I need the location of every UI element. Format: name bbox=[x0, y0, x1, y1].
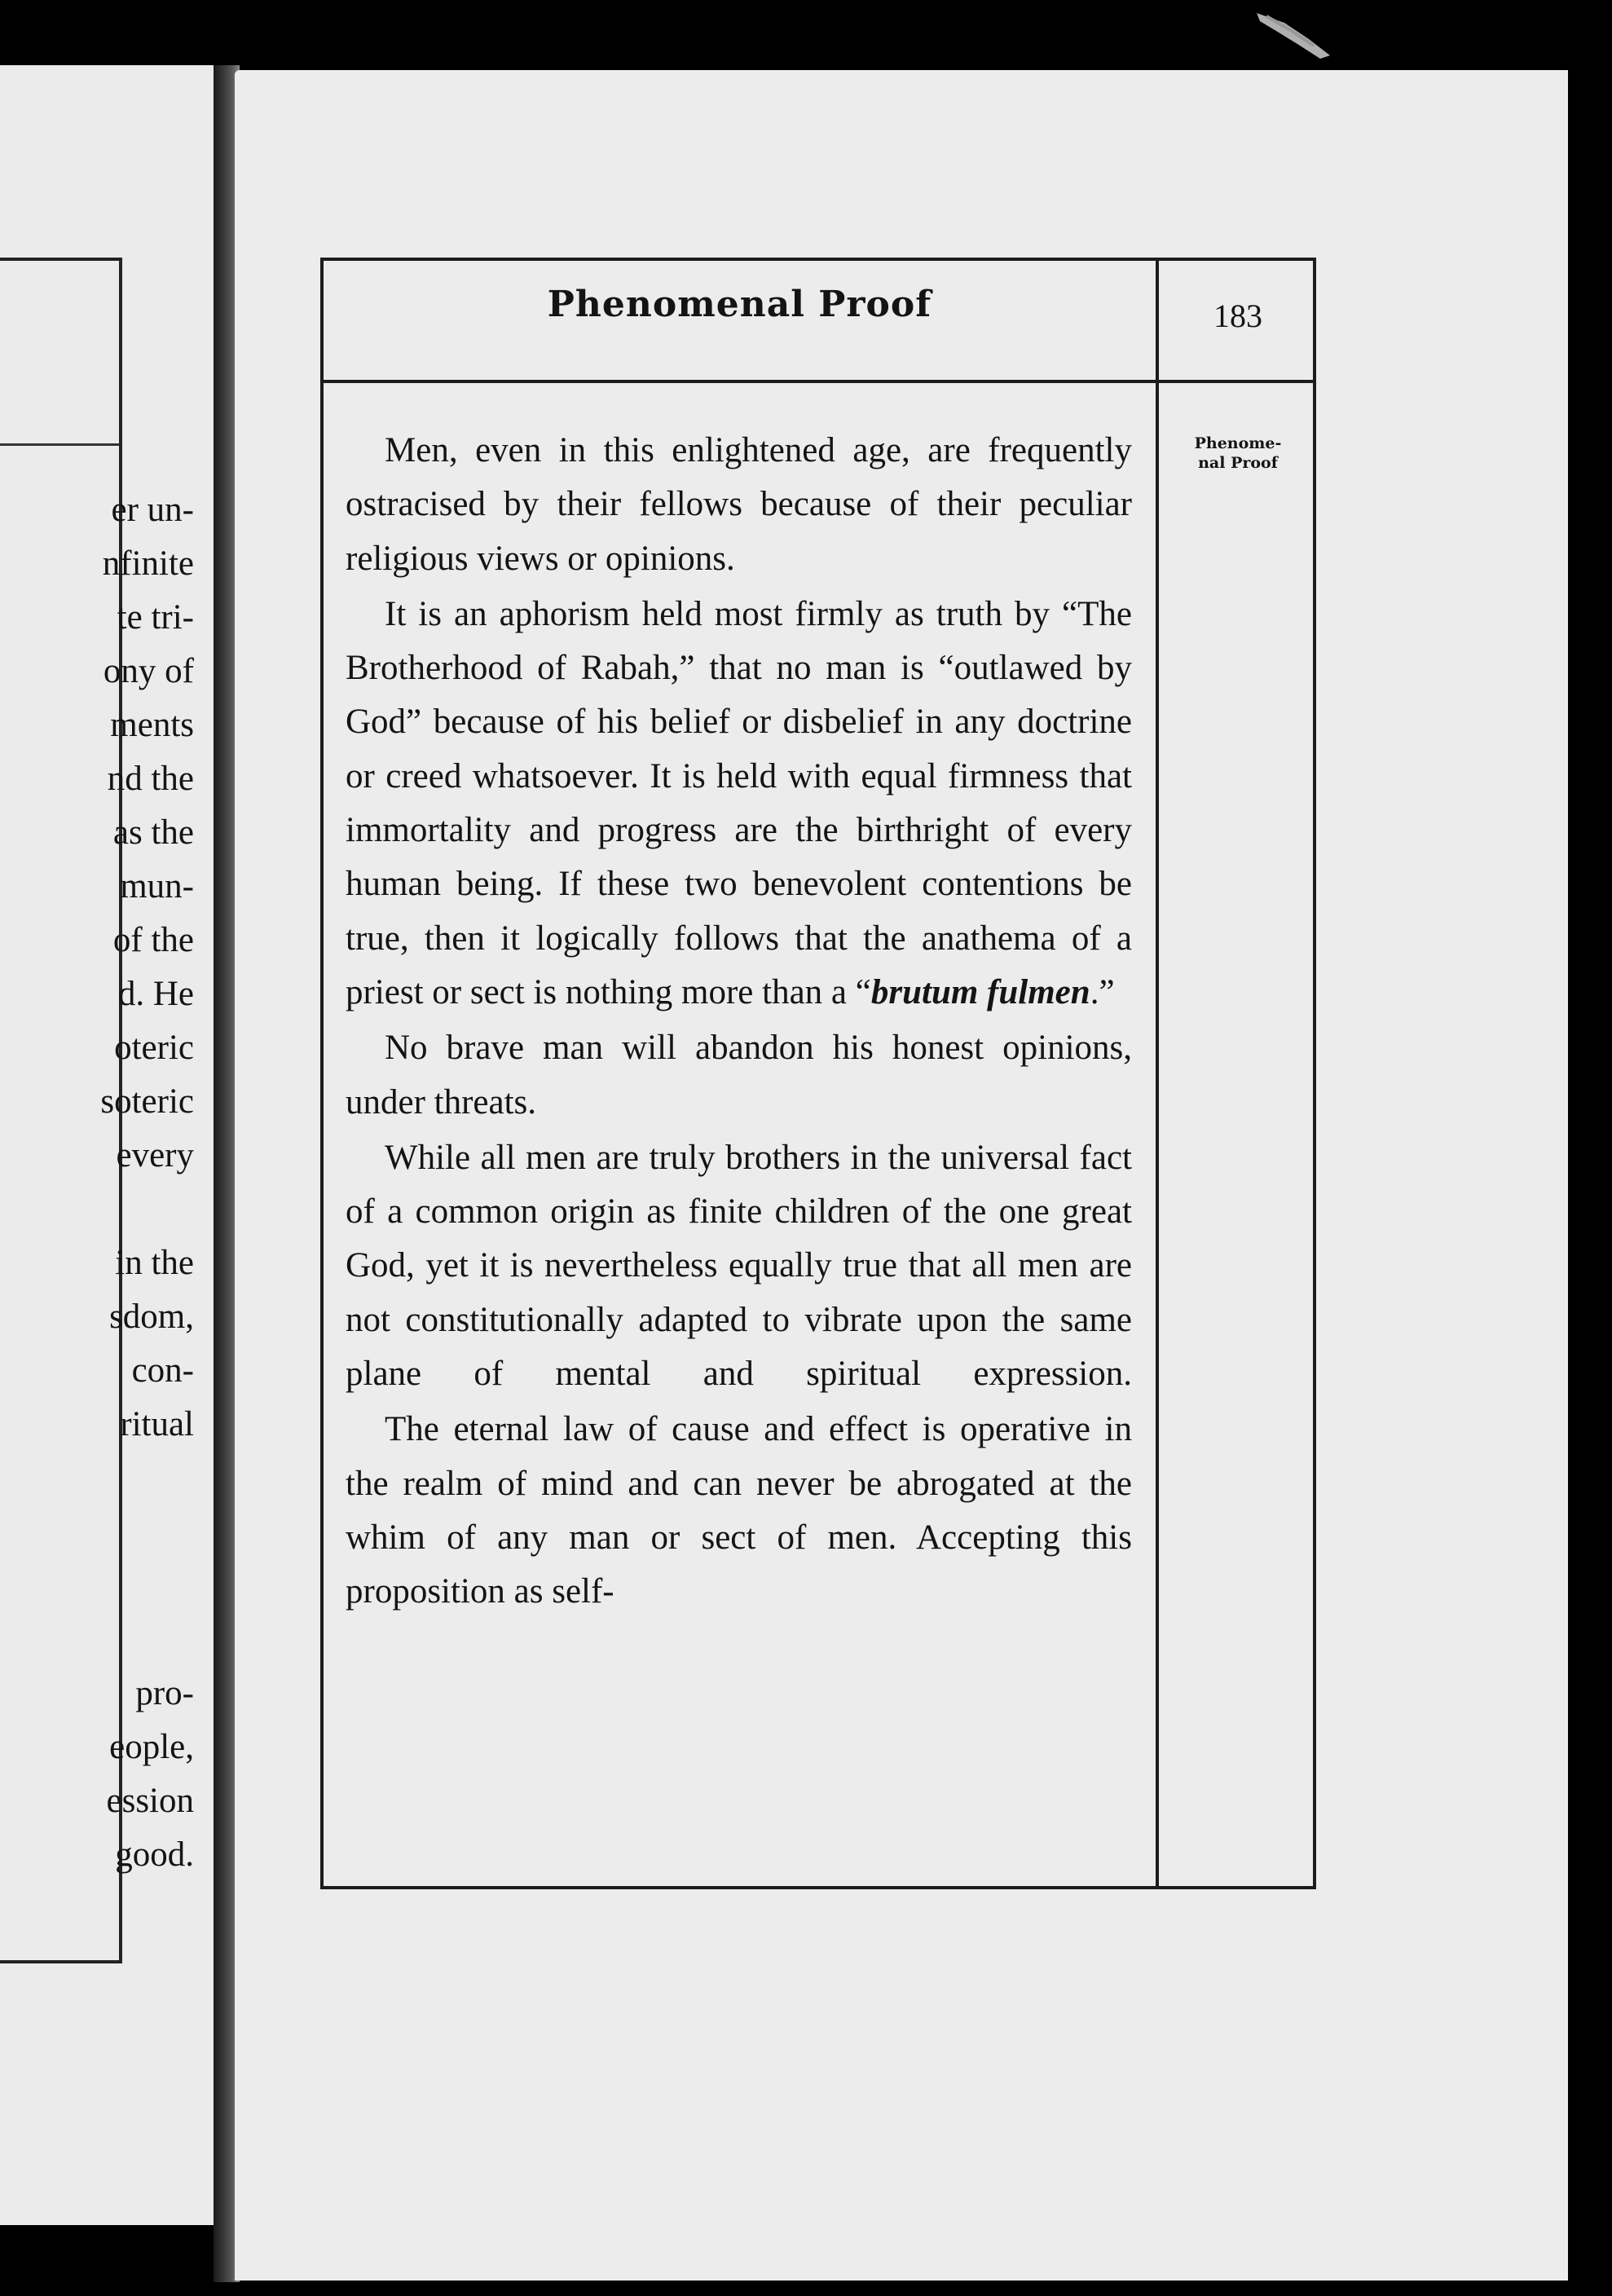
left-page-line: nd the bbox=[107, 760, 194, 798]
left-page-line: oteric bbox=[114, 1029, 194, 1067]
paragraph: The eternal law of cause and effect is operative in the realm of mind and can never be abrogated at the whim of any man or sect of men. Accepting this proposition as self- bbox=[346, 1410, 1132, 1611]
left-page-line: nfinite bbox=[102, 544, 194, 583]
left-page-line: in the bbox=[115, 1244, 194, 1282]
sidenote-line: Phenome- bbox=[1194, 434, 1282, 452]
left-page-line: con- bbox=[131, 1351, 194, 1390]
left-page-line: pro- bbox=[135, 1674, 194, 1712]
left-page-line: of the bbox=[112, 921, 194, 959]
left-page-line: every bbox=[116, 1136, 194, 1174]
margin-column-rule bbox=[1156, 258, 1159, 1889]
left-page-line: d. He bbox=[117, 975, 194, 1013]
margin-sidenote bbox=[1161, 434, 1315, 473]
paragraph bbox=[346, 588, 1132, 1020]
left-page-line: er un- bbox=[111, 491, 194, 529]
left-page-line: ession bbox=[106, 1782, 194, 1820]
left-page-line: ments bbox=[110, 706, 194, 744]
page-corner-blemish bbox=[1252, 8, 1350, 65]
left-page-line: te tri- bbox=[117, 598, 194, 637]
body-text bbox=[346, 424, 1132, 1621]
paragraph-text: It is an aphorism held most firmly as truth by “The Brotherhood of Rabah,” that no man is “outlawed by God” because of his belief or disbelief in any doctrine or creed whatsoever. It is held with equal firmness that immortality and progress are the birthright of every human being. If these two benevolent contentions be true, then it logically follows that the anathema of a priest or sect is nothing more than a “ bbox=[346, 594, 1132, 1011]
left-page-line: eople, bbox=[109, 1728, 194, 1766]
left-page-line: as the bbox=[112, 813, 194, 852]
left-page-header-rule bbox=[0, 443, 119, 446]
sidenote-line: nal Proof bbox=[1198, 454, 1278, 472]
left-page-line: mun- bbox=[120, 867, 194, 906]
page-number: 183 bbox=[1213, 297, 1262, 334]
header-rule bbox=[320, 380, 1316, 383]
paragraph-text: .” bbox=[1090, 972, 1115, 1011]
left-page-line: soteric bbox=[100, 1082, 194, 1121]
left-page-line: ritual bbox=[120, 1405, 194, 1443]
running-head: Phenomenal Proof bbox=[547, 284, 932, 325]
left-page bbox=[0, 65, 218, 2225]
paragraph: No brave man will abandon his honest opinions, under threats. bbox=[346, 1029, 1132, 1122]
paragraph: While all men are truly brothers in the universal fact of a common origin as finite children of the one great God, yet it is nevertheless equally true that all men are not constitutionally adapted to vibrate upon the same plane of mental and spiritual expression. bbox=[346, 1138, 1132, 1394]
left-page-line: sdom, bbox=[109, 1298, 194, 1336]
paragraph: Men, even in this enlightened age, are frequently ostracised by their fellows because of their peculiar religious views or opinions. bbox=[346, 431, 1132, 578]
left-page-line: ony of bbox=[103, 652, 194, 690]
left-page-line: good. bbox=[115, 1835, 194, 1874]
italic-phrase: brutum fulmen bbox=[870, 972, 1090, 1011]
